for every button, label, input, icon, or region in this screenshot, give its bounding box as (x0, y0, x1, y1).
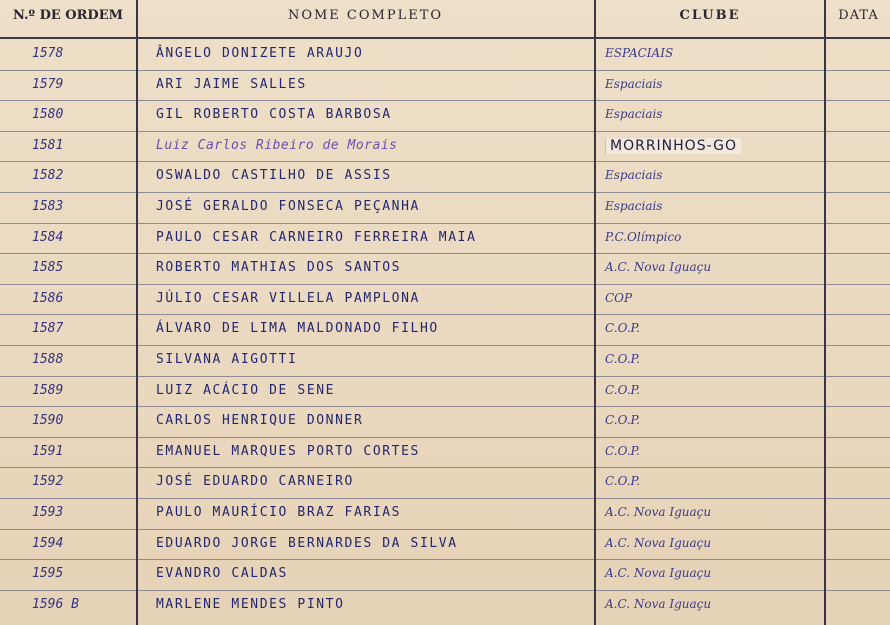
table-row (0, 70, 890, 102)
full-name: CARLOS HENRIQUE DONNER (156, 413, 364, 429)
table-row (0, 131, 890, 163)
club-name: A.C. Nova Iguaçu (605, 596, 712, 611)
full-name: Luiz Carlos Ribeiro de Morais (156, 137, 398, 153)
table-row (0, 498, 890, 530)
club-name: C.O.P. (605, 321, 640, 336)
club-name: COP (605, 290, 633, 305)
full-name: ROBERTO MATHIAS DOS SANTOS (156, 260, 402, 276)
header-data: DATA (838, 8, 879, 23)
table-row (0, 192, 890, 224)
full-name: ÂNGELO DONIZETE ARAUJO (156, 46, 364, 61)
club-name: ESPACIAIS (605, 46, 674, 60)
full-name: JOSÉ GERALDO FONSECA PEÇANHA (156, 199, 420, 214)
order-number: 1589 (32, 382, 64, 398)
table-header (0, 0, 890, 39)
table-row (0, 39, 890, 71)
full-name: EVANDRO CALDAS (156, 566, 288, 582)
club-name: C.O.P. (605, 413, 640, 428)
order-number: 1596 B (32, 596, 79, 612)
table-row (0, 314, 890, 346)
order-number: 1585 (32, 260, 64, 276)
full-name: ARI JAIME SALLES (156, 76, 307, 92)
table-row (0, 376, 890, 408)
table-row (0, 559, 890, 591)
table-row (0, 406, 890, 438)
club-name: Espaciais (605, 168, 663, 183)
order-number: 1591 (32, 443, 64, 459)
club-name: C.O.P. (605, 382, 640, 397)
full-name: JOSÉ EDUARDO CARNEIRO (156, 474, 354, 490)
full-name: JÚLIO CESAR VILLELA PAMPLONA (156, 290, 420, 306)
club-name: A.C. Nova Iguaçu (605, 260, 712, 275)
table-row (0, 161, 890, 193)
table-row (0, 467, 890, 499)
full-name: EMANUEL MARQUES PORTO CORTES (156, 443, 420, 459)
table-row (0, 345, 890, 377)
club-name: A.C. Nova Iguaçu (605, 505, 712, 519)
order-number: 1592 (32, 474, 64, 490)
club-name: Espaciais (605, 76, 663, 91)
full-name: SILVANA AIGOTTI (156, 352, 298, 367)
table-row (0, 437, 890, 469)
header-nome: NOME COMPLETO (287, 8, 444, 23)
table-row (0, 590, 890, 621)
order-number: 1595 (32, 566, 64, 582)
column-divider (594, 0, 596, 625)
order-number: 1584 (32, 229, 64, 245)
full-name: ÁLVARO DE LIMA MALDONADO FILHO (156, 321, 439, 337)
club-name: MORRINHOS-GO (605, 138, 741, 154)
order-number: 1581 (32, 137, 64, 153)
full-name: EDUARDO JORGE BERNARDES DA SILVA (156, 535, 458, 551)
order-number: 1593 (32, 505, 64, 520)
order-number: 1587 (32, 321, 64, 337)
table-row (0, 284, 890, 316)
full-name: OSWALDO CASTILHO DE ASSIS (156, 168, 392, 184)
club-name: C.O.P. (605, 474, 640, 489)
header-ordem: N.º DE ORDEM (12, 8, 123, 23)
column-divider (136, 0, 138, 625)
order-number: 1588 (32, 352, 64, 367)
order-number: 1578 (32, 46, 64, 61)
header-clube: CLUBE (679, 8, 741, 23)
order-number: 1583 (32, 199, 64, 214)
order-number: 1594 (32, 535, 64, 551)
full-name: MARLENE MENDES PINTO (156, 596, 345, 612)
full-name: LUIZ ACÁCIO DE SENE (156, 382, 336, 398)
table-row (0, 529, 890, 561)
order-number: 1579 (32, 76, 64, 92)
club-name: C.O.P. (605, 352, 640, 366)
club-name: Espaciais (605, 199, 663, 213)
column-divider (824, 0, 826, 625)
table-row (0, 100, 890, 132)
full-name: PAULO CESAR CARNEIRO FERREIRA MAIA (156, 229, 477, 245)
order-number: 1586 (32, 290, 64, 306)
club-name: P.C.Olímpico (605, 229, 682, 244)
table-row (0, 253, 890, 285)
club-name: Espaciais (605, 107, 663, 122)
order-number: 1590 (32, 413, 64, 429)
full-name: PAULO MAURÍCIO BRAZ FARIAS (156, 505, 402, 520)
table-row (0, 223, 890, 255)
full-name: GIL ROBERTO COSTA BARBOSA (156, 107, 392, 123)
order-number: 1582 (32, 168, 64, 184)
order-number: 1580 (32, 107, 64, 123)
club-name: A.C. Nova Iguaçu (605, 535, 712, 550)
club-name: A.C. Nova Iguaçu (605, 566, 712, 581)
club-name: C.O.P. (605, 443, 640, 458)
